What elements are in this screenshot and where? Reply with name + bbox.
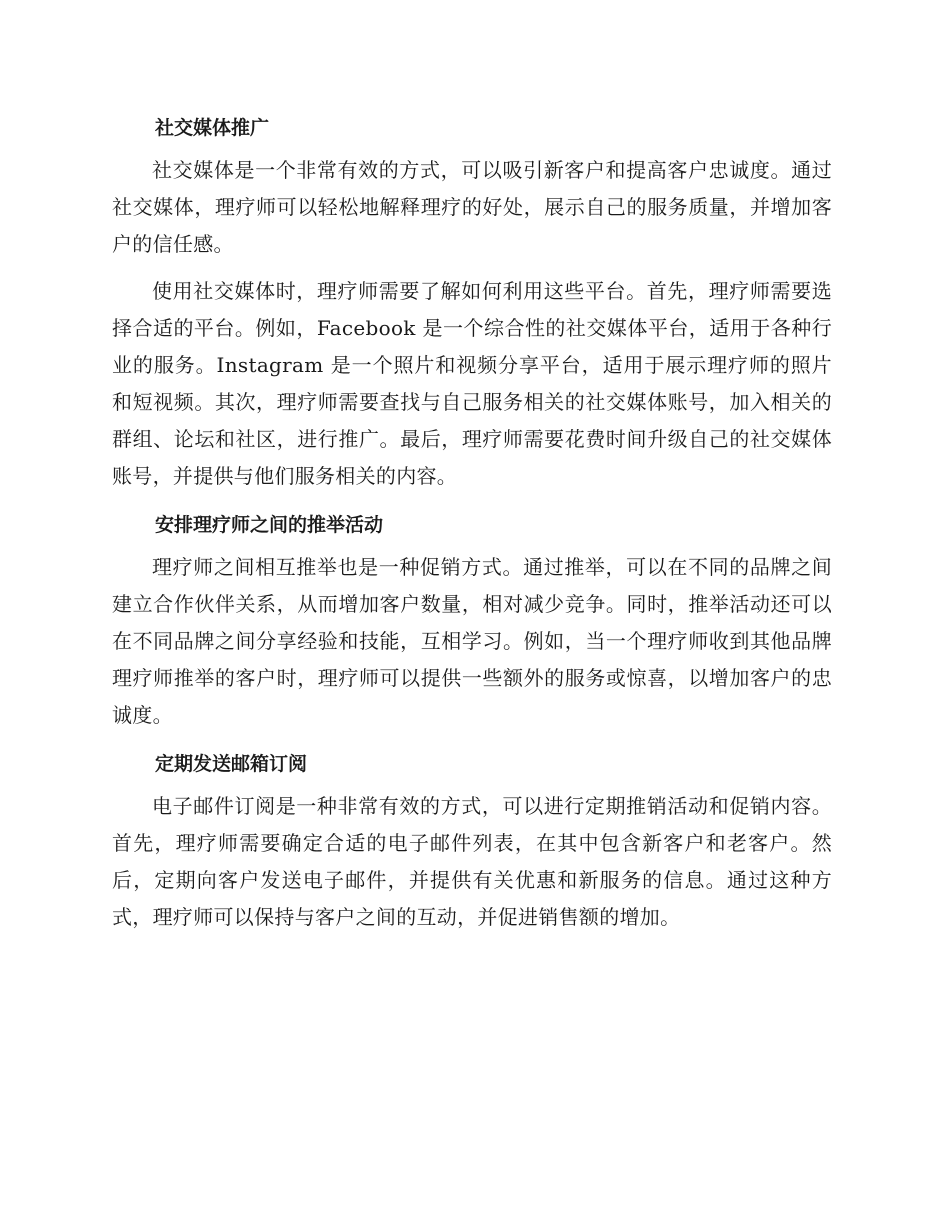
section-heading-referral: 安排理疗师之间的推举活动 — [155, 514, 384, 536]
section-heading-social-media: 社交媒体推广 — [155, 117, 270, 139]
paragraph-referral: 理疗师之间相互推举也是一种促销方式。通过推举，可以在不同的品牌之间建立合作伙伴关系，从而增加客户数量，相对减少竞争。同时，推举活动还可以在不同品牌之间分享经验和技能，互相学习。例如，当一个理疗师收到其他品牌理疗师推举的客户时，理疗师可以提供一些额外的服务或惊喜，以增加客户的忠诚度。 — [112, 555, 832, 727]
document-page — [112, 108, 832, 946]
paragraph-email: 电子邮件订阅是一种非常有效的方式，可以进行定期推销活动和促销内容。首先，理疗师需要确定合适的电子邮件列表，在其中包含新客户和老客户。然后，定期向客户发送电子邮件，并提供有关优惠和新服务的信息。通过这种方式，理疗师可以保持与客户之间的互动，并促进销售额的增加。 — [112, 794, 832, 929]
section-heading-email: 定期发送邮箱订阅 — [155, 753, 308, 775]
paragraph-social-media-intro: 社交媒体是一个非常有效的方式，可以吸引新客户和提高客户忠诚度。通过社交媒体，理疗师可以轻松地解释理疗的好处，展示自己的服务质量，并增加客户的信任感。 — [112, 158, 832, 256]
paragraph-social-media-usage: 使用社交媒体时，理疗师需要了解如何利用这些平台。首先，理疗师需要选择合适的平台。例如，Facebook 是一个综合性的社交媒体平台，适用于各种行业的服务。Instagram 是一个照片和视频分享平台，适用于展示理疗师的照片和短视频。其次，理疗师需要查找与自己服务相关的社交媒体账号，加入相关的群组、论坛和社区，进行推广。最后，理疗师需要花费时间升级自己的社交媒体账号，并提供与他们服务相关的内容。 — [112, 279, 832, 488]
